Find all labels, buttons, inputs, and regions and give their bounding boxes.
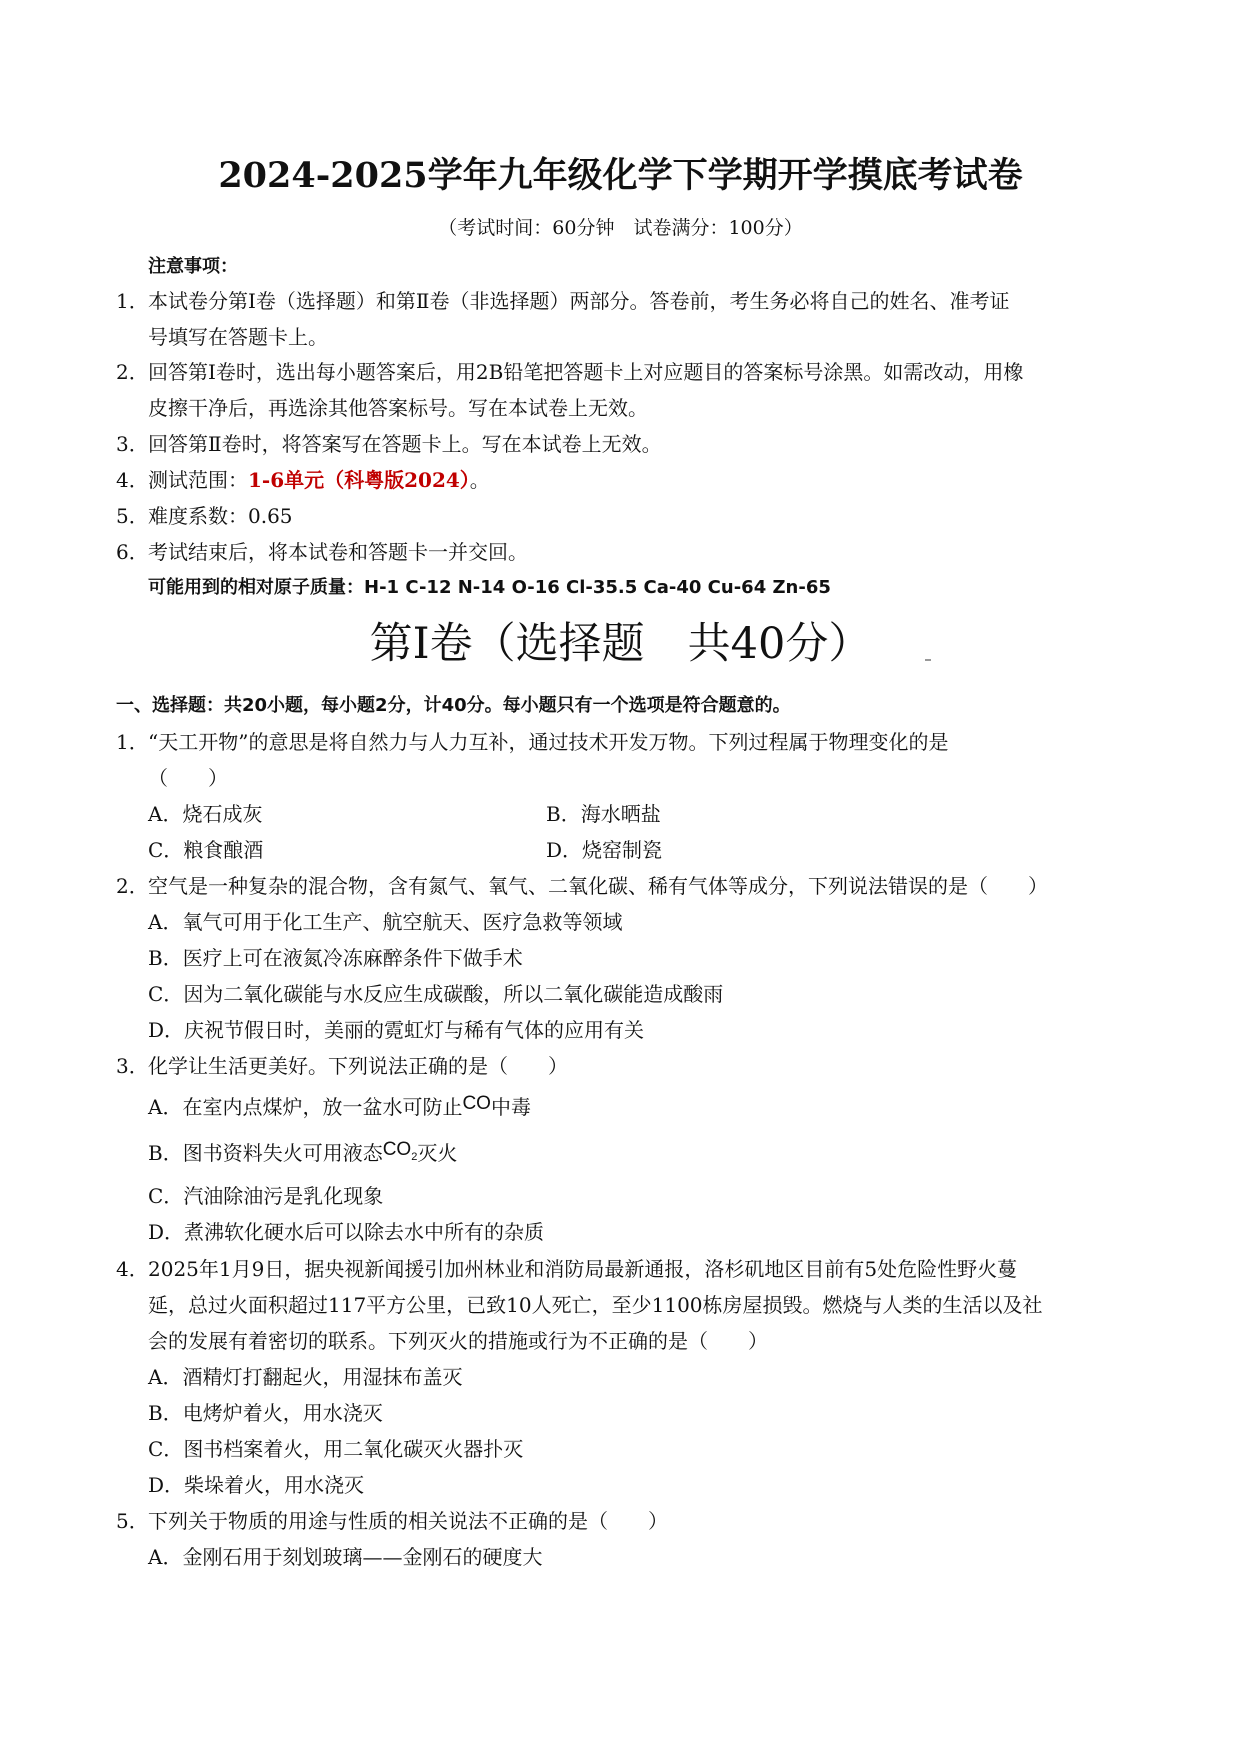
question-stem: 下列关于物质的用途与性质的相关说法不正确的是（ ） xyxy=(148,1509,668,1533)
question-stem-cont: 会的发展有着密切的联系。下列灭火的措施或行为不正确的是（ ） xyxy=(148,1329,768,1353)
option-b xyxy=(546,800,661,828)
question-stem: 2025年1月9日，据央视新闻援引加州林业和消防局最新通报，洛杉矶地区目前有5处危险性野火蔓 xyxy=(148,1257,1018,1281)
option-b xyxy=(148,1399,383,1427)
notice-number: 1． xyxy=(116,289,149,313)
option-text: 图书档案着火，用二氧化碳灭火器扑灭 xyxy=(183,1437,524,1461)
option-text: 粮食酿酒 xyxy=(183,838,264,862)
formula-subscript: 2 xyxy=(411,1150,418,1163)
question-1 xyxy=(116,728,948,756)
notice-text: 回答第Ⅱ卷时，将答案写在答题卡上。写在本试卷上无效。 xyxy=(148,432,662,456)
option-label: C． xyxy=(148,982,184,1006)
option-b xyxy=(148,1136,457,1171)
option-c xyxy=(148,1435,523,1463)
option-label: B． xyxy=(148,1401,183,1425)
option-label: C． xyxy=(148,838,184,862)
question-number: 4． xyxy=(116,1257,149,1281)
option-label: D． xyxy=(148,1018,185,1042)
option-label: A． xyxy=(148,1095,183,1119)
question-stem: 化学让生活更美好。下列说法正确的是（ ） xyxy=(148,1054,568,1078)
notice-item xyxy=(116,502,293,530)
notice-text: 测试范围： xyxy=(148,468,248,492)
option-c xyxy=(148,980,723,1008)
formula-base: CO xyxy=(382,1139,412,1160)
notice-heading: 注意事项： xyxy=(148,256,238,277)
option-label: C． xyxy=(148,1437,184,1461)
option-text: 煮沸软化硬水后可以除去水中所有的杂质 xyxy=(184,1220,545,1244)
option-text: 因为二氧化碳能与水反应生成碳酸，所以二氧化碳能造成酸雨 xyxy=(183,982,724,1006)
option-a xyxy=(148,1543,542,1571)
question-2 xyxy=(116,872,1048,900)
question-stem-cont: 延，总过火面积超过117平方公里，已致10人死亡，至少1100栋房屋损毁。燃烧与人类的生活以及社 xyxy=(148,1293,1043,1317)
question-number: 5． xyxy=(116,1509,149,1533)
option-text: 柴垛着火，用水浇灭 xyxy=(184,1473,365,1497)
option-text: 酒精灯打翻起火，用湿抹布盖灭 xyxy=(182,1365,463,1389)
scan-mark xyxy=(925,659,931,661)
option-d xyxy=(148,1016,644,1044)
option-a xyxy=(148,908,622,936)
notice-text: 。 xyxy=(469,468,490,492)
option-label: D． xyxy=(148,1220,185,1244)
atomic-masses: 可能用到的相对原子质量：H-1 C-12 N-14 O-16 Cl-35.5 Ca-40 Cu-64 Zn-65 xyxy=(148,577,831,598)
question-number: 1． xyxy=(116,730,149,754)
notice-item xyxy=(116,538,528,566)
notice-text: 本试卷分第Ⅰ卷（选择题）和第Ⅱ卷（非选择题）两部分。答卷前，考生务必将自己的姓名、准考证 xyxy=(148,289,1010,313)
option-text: 烧窑制瓷 xyxy=(582,838,663,862)
option-label: A． xyxy=(148,910,183,934)
option-text: 在室内点煤炉，放一盆水可防止 xyxy=(182,1095,463,1119)
option-text: 汽油除油污是乳化现象 xyxy=(183,1184,384,1208)
option-d xyxy=(546,836,662,864)
option-label: C． xyxy=(148,1184,184,1208)
notice-number: 6． xyxy=(116,540,149,564)
notice-item xyxy=(116,358,1023,386)
chemical-formula: CO xyxy=(462,1093,491,1114)
question-number: 3． xyxy=(116,1054,149,1078)
option-d xyxy=(148,1471,364,1499)
option-text: 灭火 xyxy=(417,1141,458,1165)
option-c xyxy=(148,836,263,864)
part-heading: 一、选择题：共20小题，每小题2分，计40分。每小题只有一个选项是符合题意的。 xyxy=(116,695,791,716)
option-text: 中毒 xyxy=(490,1095,531,1119)
option-text: 金刚石用于刻划玻璃——金刚石的硬度大 xyxy=(182,1545,543,1569)
notice-text-cont: 皮擦干净后，再选涂其他答案标号。写在本试卷上无效。 xyxy=(148,396,648,420)
notice-number: 2． xyxy=(116,360,149,384)
notice-item xyxy=(116,466,490,494)
option-text: 海水晒盐 xyxy=(580,802,661,826)
option-text: 氧气可用于化工生产、航空航天、医疗急救等领域 xyxy=(182,910,623,934)
question-4 xyxy=(116,1255,1017,1283)
question-5 xyxy=(116,1507,668,1535)
option-text: 医疗上可在液氮冷冻麻醉条件下做手术 xyxy=(182,946,523,970)
option-text: 电烤炉着火，用水浇灭 xyxy=(182,1401,383,1425)
option-label: A． xyxy=(148,802,183,826)
notice-text: 难度系数：0.65 xyxy=(148,504,293,528)
test-scope-highlight: 1-6单元（科粤版2024） xyxy=(248,468,470,492)
chemical-formula xyxy=(383,1136,418,1171)
notice-number: 3． xyxy=(116,432,149,456)
option-text: 庆祝节假日时，美丽的霓虹灯与稀有气体的应用有关 xyxy=(184,1018,645,1042)
question-number: 2． xyxy=(116,874,149,898)
question-stem: 空气是一种复杂的混合物，含有氮气、氧气、二氧化碳、稀有气体等成分，下列说法错误的是（ ） xyxy=(148,874,1048,898)
answer-blank: （ ） xyxy=(148,766,228,790)
section-title: 第Ⅰ卷（选择题 共40分） xyxy=(369,619,872,669)
option-c xyxy=(148,1182,383,1210)
exam-subtitle: （考试时间：60分钟 试卷满分：100分） xyxy=(438,217,803,239)
option-label: B． xyxy=(148,1141,183,1165)
option-text: 图书资料失火可用液态 xyxy=(182,1141,383,1165)
option-label: D． xyxy=(546,838,583,862)
notice-text-cont: 号填写在答题卡上。 xyxy=(148,325,328,349)
option-a xyxy=(148,1090,531,1121)
option-label: A． xyxy=(148,1365,183,1389)
question-3 xyxy=(116,1052,568,1080)
notice-text: 考试结束后，将本试卷和答题卡一并交回。 xyxy=(148,540,528,564)
notice-number: 4． xyxy=(116,468,149,492)
option-text: 烧石成灰 xyxy=(182,802,263,826)
option-label: B． xyxy=(546,802,581,826)
option-a xyxy=(148,1363,462,1391)
notice-number: 5． xyxy=(116,504,149,528)
question-stem: “天工开物”的意思是将自然力与人力互补，通过技术开发万物。下列过程属于物理变化的是 xyxy=(148,730,949,754)
notice-text: 回答第Ⅰ卷时，选出每小题答案后，用2B铅笔把答题卡上对应题目的答案标号涂黑。如需改动，用橡 xyxy=(148,360,1024,384)
option-label: A． xyxy=(148,1545,183,1569)
option-label: D． xyxy=(148,1473,185,1497)
exam-title: 2024-2025学年九年级化学下学期开学摸底考试卷 xyxy=(218,155,1023,196)
notice-item xyxy=(116,430,662,458)
option-b xyxy=(148,944,523,972)
option-a xyxy=(148,800,262,828)
option-d xyxy=(148,1218,544,1246)
notice-item xyxy=(116,287,1010,315)
option-label: B． xyxy=(148,946,183,970)
